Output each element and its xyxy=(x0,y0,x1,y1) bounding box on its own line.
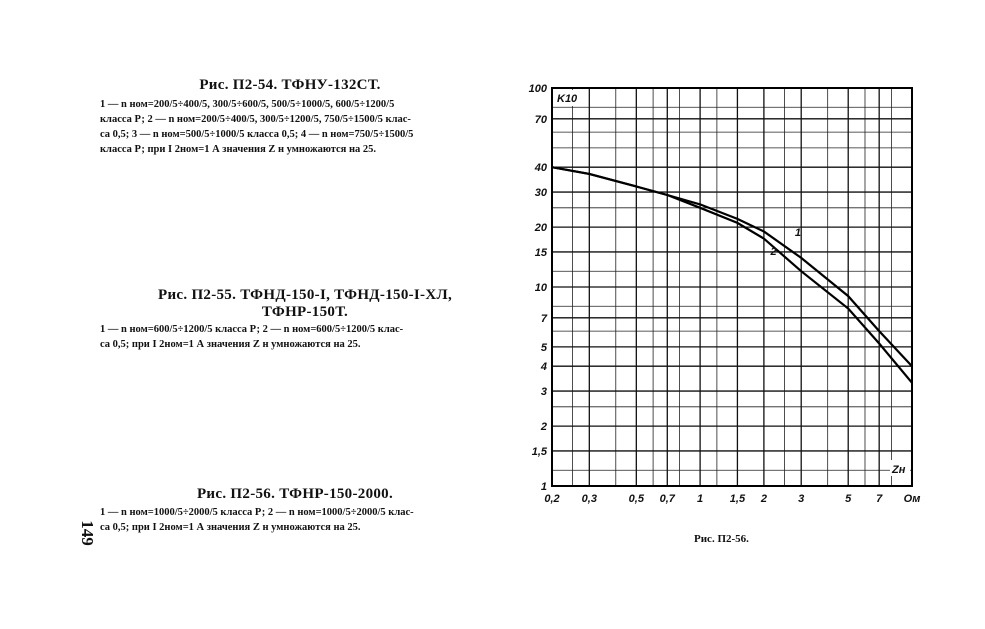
x-tick-label: 1,5 xyxy=(729,493,746,505)
y-tick-label: 5 xyxy=(540,341,547,354)
figure-title: Рис. П2-55. ТФНД-150-I, ТФНД-150-I-ХЛ, xyxy=(157,287,453,303)
y-tick-label: 70 xyxy=(534,113,547,126)
x-tick-label: 5 xyxy=(845,493,852,505)
y-tick-label: 2 xyxy=(540,421,547,434)
series-line-1 xyxy=(552,167,912,366)
figure-title-cont: ТФНР-150Т. xyxy=(261,304,349,320)
y-tick-label: 40 xyxy=(534,162,547,175)
figure-title: Рис. П2-54. ТФНУ-132СТ. xyxy=(199,77,381,93)
x-tick-label: Ом xyxy=(903,493,921,505)
text-line: 1 — n ном=1000/5÷2000/5 класса Р; 2 — n ном=1000/5÷2000/5 клас- xyxy=(100,507,414,518)
y-axis-label: K10 xyxy=(557,93,578,105)
text-line: 1 — n ном=200/5÷400/5, 300/5÷600/5, 500/5÷1000/5, 600/5÷1200/5 xyxy=(100,99,395,110)
y-tick-label: 15 xyxy=(534,246,547,259)
text-line: са 0,5; при I 2ном=1 А значения Z н умножаются на 25. xyxy=(100,339,361,350)
figure-title: Рис. П2-56. ТФНР-150-2000. xyxy=(196,486,394,502)
y-tick-label: 3 xyxy=(540,386,547,399)
series-line-2 xyxy=(552,167,912,383)
page-number: 149 xyxy=(77,520,97,546)
text-line: класса Р; 2 — n ном=200/5÷400/5, 300/5÷1200/5, 750/5÷1500/5 клас- xyxy=(100,114,411,125)
text-line: класса Р; при I 2ном=1 А значения Z н умножаются на 25. xyxy=(100,144,377,155)
x-tick-label: 2 xyxy=(760,493,767,505)
y-tick-label: 10 xyxy=(534,282,547,294)
x-tick-label: 0,2 xyxy=(544,493,560,505)
x-tick-label: 0,3 xyxy=(581,493,597,505)
series-label-2: 2 xyxy=(770,245,777,258)
series-label-1: 1 xyxy=(794,227,801,240)
y-tick-label: 1 xyxy=(540,481,547,493)
y-tick-label: 1,5 xyxy=(531,445,547,458)
x-tick-label: 0,7 xyxy=(659,493,675,505)
x-tick-label: 7 xyxy=(876,493,883,505)
y-tick-label: 20 xyxy=(534,222,547,235)
x-tick-label: 1 xyxy=(697,493,704,505)
y-tick-label: 4 xyxy=(540,361,547,374)
text-line: 1 — n ном=600/5÷1200/5 класса Р; 2 — n ном=600/5÷1200/5 клас- xyxy=(100,324,404,335)
x-axis-label: Zн xyxy=(892,464,906,476)
x-tick-label: 0,5 xyxy=(628,493,644,505)
chart-caption: Рис. П2-56. xyxy=(694,533,749,545)
text-line: са 0,5; при I 2ном=1 А значения Z н умножаются на 25. xyxy=(100,522,361,533)
y-tick-label: 7 xyxy=(540,312,547,325)
y-tick-label: 30 xyxy=(534,187,547,200)
text-line: са 0,5; 3 — n ном=500/5÷1000/5 класса 0,5; 4 — n ном=750/5÷1500/5 xyxy=(100,129,414,140)
x-tick-label: 3 xyxy=(798,493,805,505)
y-tick-label: 100 xyxy=(528,83,547,95)
